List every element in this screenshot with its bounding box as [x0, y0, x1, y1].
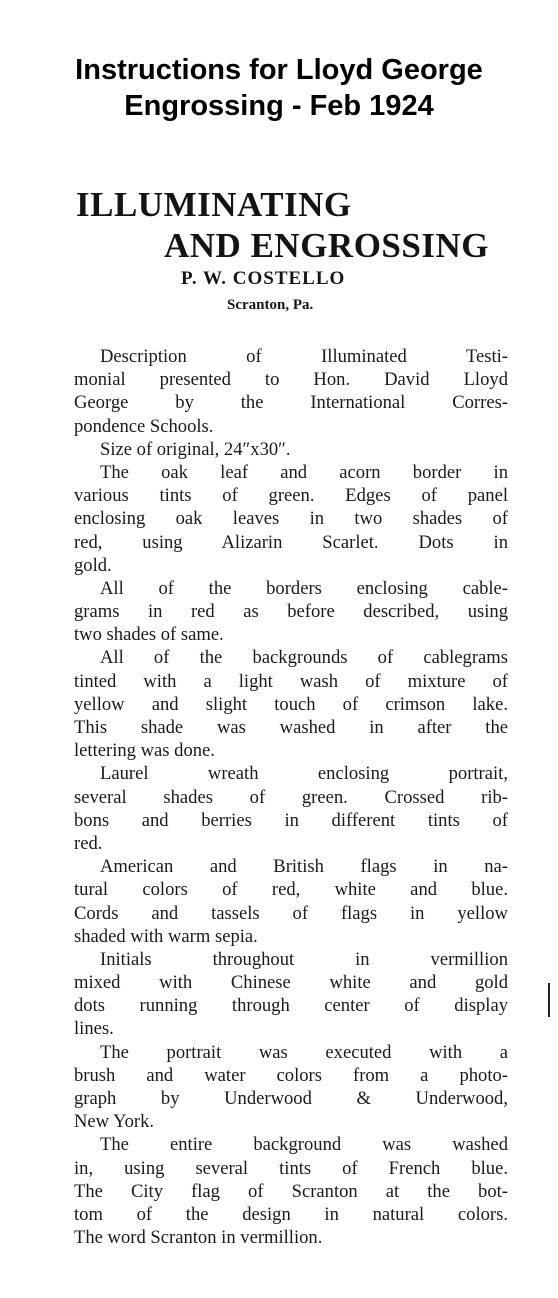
article-body — [74, 345, 508, 1249]
body-line: Cords and tassels of flags in yellow — [74, 902, 508, 924]
body-line: bons and berries in different tints of — [74, 809, 508, 831]
document-heading-line-1: Instructions for Lloyd George — [75, 54, 483, 86]
body-line: Initials throughout in vermillion — [100, 948, 508, 970]
body-line: shaded with warm sepia. — [74, 925, 258, 947]
body-line: monial presented to Hon. David Lloyd — [74, 369, 508, 391]
body-line: tinted with a light wash of mixture of — [74, 670, 508, 692]
margin-mark — [548, 983, 550, 1017]
body-line: Description of Illuminated Testi- — [100, 346, 508, 367]
body-line: American and British flags in na- — [100, 856, 508, 878]
body-line: The portrait was executed with a — [100, 1041, 508, 1063]
body-line: Size of original, 24″x30″. — [100, 438, 291, 460]
body-line: various tints of green. Edges of panel — [74, 485, 508, 507]
body-line: in, using several tints of French blue. — [74, 1157, 508, 1179]
body-line: graph by Underwood & Underwood, — [74, 1088, 508, 1109]
article-title-line-2: AND ENGROSSING — [164, 226, 489, 265]
body-line: tom of the design in natural colors. — [74, 1203, 508, 1225]
body-line: lettering was done. — [74, 740, 215, 762]
body-line: several shades of green. Crossed rib- — [74, 786, 508, 808]
body-line: enclosing oak leaves in two shades of — [74, 508, 508, 530]
body-line: The word Scranton in vermillion. — [74, 1227, 323, 1249]
body-line: pondence Schools. — [74, 415, 214, 437]
body-line: mixed with Chinese white and gold — [74, 972, 508, 994]
body-line: dots running through center of display — [74, 995, 508, 1017]
body-line: The City flag of Scranton at the bot- — [74, 1180, 508, 1202]
body-line: The entire background was washed — [100, 1134, 508, 1156]
body-line: tural colors of red, white and blue. — [74, 879, 508, 901]
document-heading-line-2: Engrossing - Feb 1924 — [124, 90, 434, 122]
body-line: George by the International Corres- — [74, 392, 508, 414]
body-line: red, using Alizarin Scarlet. Dots in — [74, 531, 508, 553]
article-author: P. W. COSTELLO — [181, 268, 346, 289]
body-line: All of the borders enclosing cable- — [100, 577, 508, 599]
body-line: two shades of same. — [74, 624, 224, 646]
article-location: Scranton, Pa. — [227, 297, 314, 313]
article-title-line-1: ILLUMINATING — [76, 185, 352, 224]
body-line: grams in red as before described, using — [74, 601, 508, 623]
body-line: The oak leaf and acorn border in — [100, 461, 508, 483]
body-line: lines. — [74, 1018, 114, 1040]
body-line: gold. — [74, 554, 112, 576]
body-line: New York. — [74, 1111, 155, 1133]
body-line: yellow and slight touch of crimson lake. — [74, 693, 508, 715]
body-line: red. — [74, 832, 103, 854]
body-line: brush and water colors from a photo- — [74, 1064, 508, 1086]
body-line: This shade was washed in after the — [74, 717, 508, 738]
body-line: Laurel wreath enclosing portrait, — [100, 763, 508, 785]
body-line: All of the backgrounds of cablegrams — [100, 647, 508, 669]
